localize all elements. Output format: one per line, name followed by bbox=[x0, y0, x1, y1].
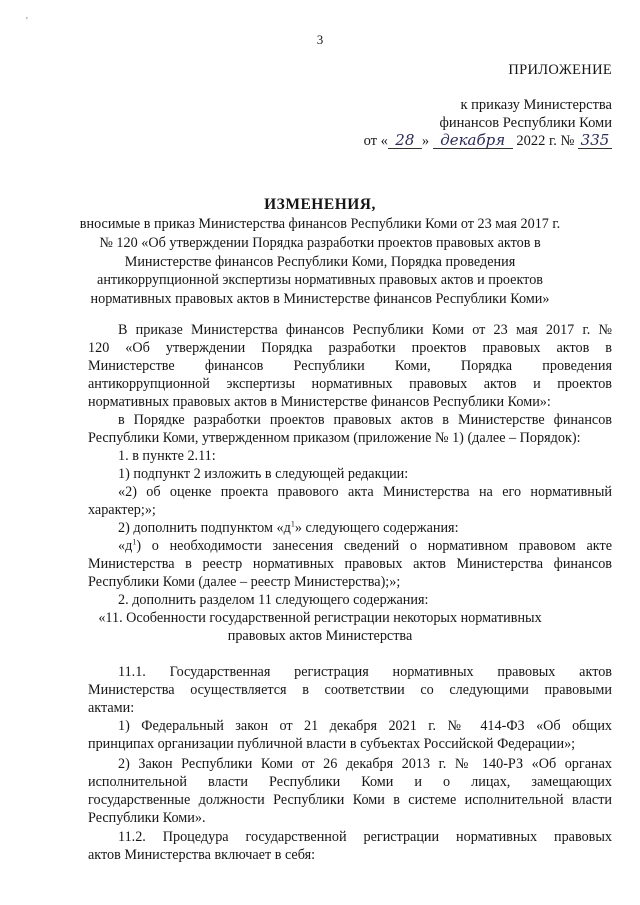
body-line: Министерстве финансов Республики Коми, Порядка проведения bbox=[88, 358, 612, 374]
date-prefix: от « bbox=[363, 133, 388, 149]
body-line: исполнительной власти Республики Коми и о лицах, замещающих bbox=[88, 774, 612, 790]
subtitle-line-4: антикоррупционной экспертизы нормативных правовых актов и проектов bbox=[97, 272, 543, 288]
body-line: 11.1. Государственная регистрация нормативных правовых актов bbox=[118, 664, 612, 680]
item-1-2: 2) дополнить подпунктом «$д^1$» следующего содержания: bbox=[118, 519, 459, 536]
body-line: Министерства осуществляется в соответствии со следующими правовыми bbox=[88, 682, 612, 698]
subtitle-line-1: вносимые в приказ Министерства финансов Республики Коми от 23 мая 2017 г. bbox=[79, 216, 561, 232]
subtitle-line-2: № 120 «Об утверждении Порядка разработки проектов правовых актов в bbox=[99, 235, 541, 251]
body-line: актов Министерства включает в себя: bbox=[88, 847, 316, 863]
item-1: 1. в пункте 2.11: bbox=[118, 448, 216, 464]
subtitle-line-5: нормативных правовых актов в Министерстве финансов Республики Коми» bbox=[90, 291, 550, 307]
document-title: ИЗМЕНЕНИЯ, bbox=[264, 196, 376, 213]
order-date-line bbox=[364, 133, 612, 150]
page-number: 3 bbox=[316, 32, 324, 47]
appendix-label: ПРИЛОЖЕНИЕ bbox=[508, 62, 612, 78]
handwritten-day: 28 bbox=[388, 133, 422, 149]
body-line: Республики Коми (далее – реестр Министерства);»; bbox=[88, 574, 401, 590]
item-2: 2. дополнить разделом 11 следующего содержания: bbox=[118, 592, 429, 608]
body-line: антикоррупционной экспертизы нормативных правовых актов и проектов bbox=[88, 376, 612, 392]
scan-mark: ' bbox=[26, 16, 28, 27]
to-order-line-1: к приказу Министерства bbox=[460, 97, 612, 113]
body-line: характер;»; bbox=[88, 502, 156, 518]
date-mid: » bbox=[421, 133, 430, 149]
handwritten-order-number: 335 bbox=[578, 133, 612, 149]
body-line: 2) Закон Республики Коми от 26 декабря 2013 г. № 140-РЗ «Об органах bbox=[118, 756, 612, 772]
body-line: 120 «Об утверждении Порядка разработки проектов правовых актов в bbox=[88, 340, 612, 356]
body-line: принципах организации публичной власти в субъектах Российской Федерации»; bbox=[88, 736, 576, 752]
section-title-line-2: правовых актов Министерства bbox=[227, 628, 413, 644]
body-line: В приказе Министерства финансов Республики Коми от 23 мая 2017 г. № bbox=[118, 322, 612, 338]
body-line: «2) об оценке проекта правового акта Министерства на его нормативный bbox=[118, 484, 612, 500]
section-title-line-1: «11. Особенности государственной регистрации некоторых нормативных bbox=[98, 610, 542, 626]
quoted-subitem: «$д^1$) о необходимости занесения сведений о нормативном правовом акте bbox=[118, 537, 612, 554]
body-line: 1) Федеральный закон от 21 декабря 2021 г. № 414-ФЗ «Об общих bbox=[118, 718, 612, 734]
handwritten-month: декабря bbox=[433, 133, 513, 149]
body-line: нормативных правовых актов в Министерстве финансов Республики Коми»: bbox=[88, 394, 551, 410]
to-order-line-2: финансов Республики Коми bbox=[439, 115, 612, 131]
body-line: Республики Коми». bbox=[88, 810, 206, 826]
subtitle-line-3: Министерстве финансов Республики Коми, Порядка проведения bbox=[124, 254, 516, 270]
body-line: государственные должности Республики Коми в системе исполнительной власти bbox=[88, 792, 612, 808]
body-line: Республики Коми, утвержденном приказом (приложение № 1) (далее – Порядок): bbox=[88, 430, 581, 446]
body-line: актами: bbox=[88, 700, 135, 716]
body-line: Министерства в реестр нормативных правовых актов Министерства финансов bbox=[88, 556, 612, 572]
body-line: в Порядке разработки проектов правовых актов в Министерстве финансов bbox=[118, 412, 612, 428]
item-1-1: 1) подпункт 2 изложить в следующей редакции: bbox=[118, 466, 409, 482]
body-line: 11.2. Процедура государственной регистрации нормативных правовых bbox=[118, 829, 612, 845]
date-year: 2022 г. № bbox=[516, 133, 575, 149]
